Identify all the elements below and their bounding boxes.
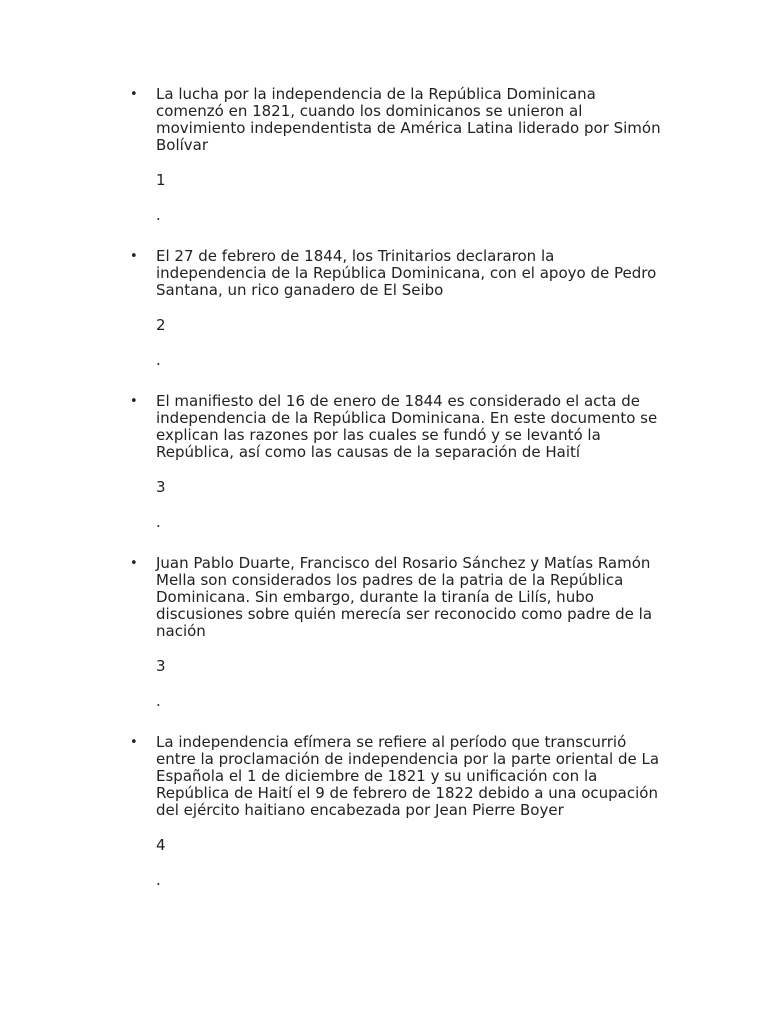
list-item-text: El 27 de febrero de 1844, los Trinitarios declararon la independencia de la República Dominicana, con el apoyo de Pedro Santana, un rico ganadero de El Seibo bbox=[156, 247, 657, 299]
reference-dot: . bbox=[156, 206, 161, 224]
list-item bbox=[0, 86, 768, 224]
list-item-text: El manifiesto del 16 de enero de 1844 es considerado el acta de independencia de la República Dominicana. En este documento se explican las razones por las cuales se fundó y se levantó la República, así como las causas de la separación de Haití bbox=[156, 392, 658, 461]
reference-number: 2 bbox=[156, 316, 166, 334]
list-item bbox=[0, 555, 768, 710]
list-item bbox=[0, 248, 768, 369]
reference-dot: . bbox=[156, 692, 161, 710]
list-item-text: La independencia efímera se refiere al período que transcurrió entre la proclamación de independencia por la parte oriental de La Española el 1 de diciembre de 1821 y su unificación con la República de Haití el 9 de febrero de 1822 debido a una ocupación del ejército haitiano encabezada por Jean Pierre Boyer bbox=[156, 733, 660, 819]
reference-number: 1 bbox=[156, 171, 166, 189]
reference-number: 4 bbox=[156, 836, 166, 854]
reference-dot: . bbox=[156, 351, 161, 369]
list-item-text: La lucha por la independencia de la República Dominicana comenzó en 1821, cuando los dominicanos se unieron al movimiento independentista de América Latina liderado por Simón Bolívar bbox=[156, 85, 661, 154]
list-item bbox=[0, 393, 768, 531]
list-item-text: Juan Pablo Duarte, Francisco del Rosario Sánchez y Matías Ramón Mella son considerados los padres de la patria de la República Dominicana. Sin embargo, durante la tiranía de Lilís, hubo discusiones sobre quién merecía ser reconocido como padre de la nación bbox=[156, 554, 653, 640]
reference-dot: . bbox=[156, 513, 161, 531]
bullet-marker: • bbox=[130, 249, 138, 264]
bullet-marker: • bbox=[130, 87, 138, 102]
bullet-marker: • bbox=[130, 394, 138, 409]
list-item bbox=[0, 734, 768, 889]
document-body bbox=[0, 86, 768, 913]
bullet-marker: • bbox=[130, 735, 138, 750]
reference-number: 3 bbox=[156, 657, 166, 675]
bullet-marker: • bbox=[130, 556, 138, 571]
reference-dot: . bbox=[156, 871, 161, 889]
reference-number: 3 bbox=[156, 478, 166, 496]
